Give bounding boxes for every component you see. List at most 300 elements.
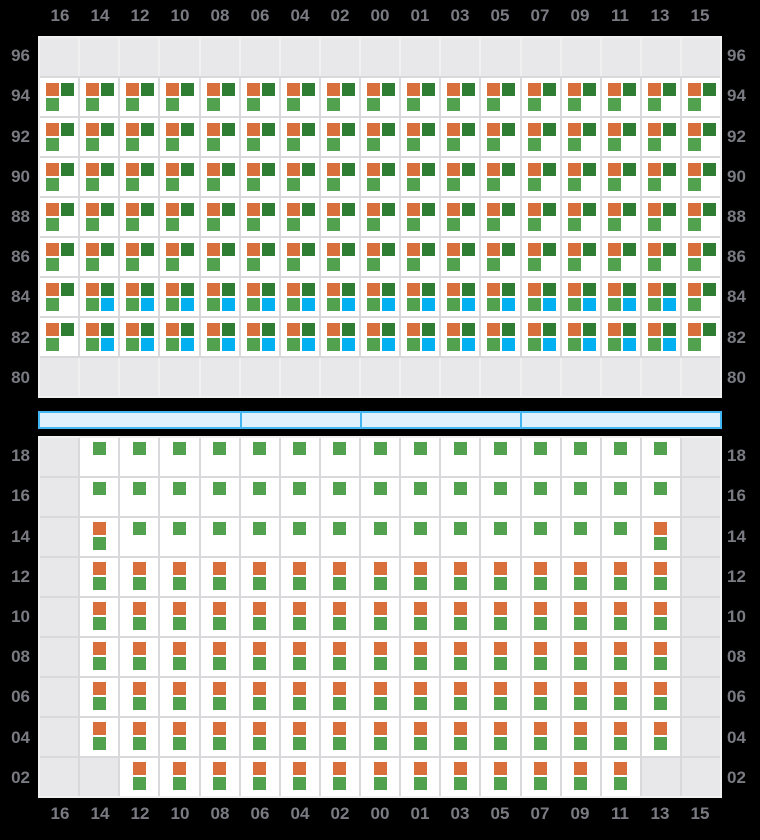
schedule-cell[interactable] [481, 198, 519, 236]
schedule-cell[interactable] [441, 478, 479, 516]
green-indicator-square [608, 298, 621, 311]
empty-grid-cell [361, 358, 399, 396]
schedule-cell[interactable] [160, 238, 198, 276]
schedule-cell[interactable] [80, 238, 118, 276]
schedule-cell[interactable] [361, 558, 399, 596]
schedule-cell[interactable] [40, 238, 78, 276]
schedule-cell[interactable] [40, 278, 78, 316]
schedule-cell[interactable] [361, 438, 399, 476]
schedule-cell[interactable] [321, 198, 359, 236]
schedule-cell[interactable] [562, 558, 600, 596]
schedule-cell[interactable] [642, 678, 680, 716]
schedule-cell[interactable] [481, 718, 519, 756]
schedule-cell[interactable] [602, 718, 640, 756]
schedule-cell[interactable] [120, 78, 158, 116]
schedule-cell[interactable] [682, 118, 720, 156]
schedule-cell[interactable] [602, 518, 640, 556]
hour-label: 13 [650, 6, 670, 25]
schedule-cell[interactable] [120, 758, 158, 796]
schedule-cell[interactable] [120, 518, 158, 556]
indicator-squares [120, 598, 158, 630]
schedule-cell[interactable] [562, 318, 600, 356]
schedule-cell[interactable] [562, 638, 600, 676]
dgreen-indicator-square [382, 123, 395, 136]
indicator-squares [441, 438, 479, 455]
schedule-cell[interactable] [401, 558, 439, 596]
schedule-cell[interactable] [522, 598, 560, 636]
schedule-cell[interactable] [401, 78, 439, 116]
schedule-cell[interactable] [281, 318, 319, 356]
schedule-cell[interactable] [481, 278, 519, 316]
schedule-cell[interactable] [241, 558, 279, 596]
schedule-cell[interactable] [160, 158, 198, 196]
schedule-cell[interactable] [642, 518, 680, 556]
schedule-cell[interactable] [481, 758, 519, 796]
schedule-cell[interactable] [401, 718, 439, 756]
schedule-cell[interactable] [562, 518, 600, 556]
schedule-cell[interactable] [160, 758, 198, 796]
scrollbar-segment[interactable] [240, 413, 360, 427]
schedule-cell[interactable] [361, 158, 399, 196]
schedule-cell[interactable] [201, 758, 239, 796]
schedule-cell[interactable] [120, 558, 158, 596]
schedule-cell[interactable] [80, 118, 118, 156]
schedule-cell[interactable] [321, 558, 359, 596]
schedule-cell[interactable] [201, 558, 239, 596]
schedule-cell[interactable] [160, 438, 198, 476]
schedule-cell[interactable] [281, 118, 319, 156]
schedule-cell[interactable] [361, 478, 399, 516]
indicator-squares [602, 638, 640, 670]
orange-indicator-square [166, 163, 179, 176]
schedule-cell[interactable] [120, 198, 158, 236]
orange-indicator-square [407, 163, 420, 176]
schedule-cell[interactable] [401, 758, 439, 796]
schedule-cell[interactable] [642, 638, 680, 676]
schedule-cell[interactable] [201, 238, 239, 276]
schedule-cell[interactable] [441, 118, 479, 156]
schedule-cell[interactable] [642, 118, 680, 156]
schedule-cell[interactable] [522, 558, 560, 596]
schedule-cell[interactable] [602, 118, 640, 156]
orange-indicator-square [86, 163, 99, 176]
green-indicator-square [126, 218, 139, 231]
schedule-cell[interactable] [281, 158, 319, 196]
schedule-cell[interactable] [481, 78, 519, 116]
schedule-cell[interactable] [642, 478, 680, 516]
schedule-cell[interactable] [281, 718, 319, 756]
schedule-cell[interactable] [80, 638, 118, 676]
orange-indicator-square [447, 83, 460, 96]
indicator-squares [80, 678, 118, 710]
schedule-cell[interactable] [441, 638, 479, 676]
schedule-cell[interactable] [241, 478, 279, 516]
schedule-cell[interactable] [120, 238, 158, 276]
schedule-cell[interactable] [80, 678, 118, 716]
hour-label: 03 [450, 804, 470, 823]
schedule-cell[interactable] [201, 438, 239, 476]
schedule-cell[interactable] [40, 118, 78, 156]
schedule-cell[interactable] [160, 718, 198, 756]
schedule-cell[interactable] [281, 478, 319, 516]
green-indicator-square [287, 258, 300, 271]
schedule-cell[interactable] [160, 638, 198, 676]
schedule-cell[interactable] [281, 598, 319, 636]
schedule-cell[interactable] [321, 518, 359, 556]
schedule-cell[interactable] [682, 278, 720, 316]
schedule-cell[interactable] [602, 198, 640, 236]
schedule-cell[interactable] [241, 718, 279, 756]
dgreen-indicator-square [342, 243, 355, 256]
green-indicator-square [574, 522, 587, 535]
schedule-cell[interactable] [361, 78, 399, 116]
hour-label: 15 [690, 804, 710, 823]
schedule-cell[interactable] [642, 438, 680, 476]
schedule-cell[interactable] [201, 518, 239, 556]
indicator-squares [481, 598, 519, 630]
empty-grid-cell [522, 38, 560, 76]
schedule-cell[interactable] [80, 278, 118, 316]
schedule-cell[interactable] [201, 718, 239, 756]
schedule-cell[interactable] [241, 518, 279, 556]
schedule-cell[interactable] [160, 118, 198, 156]
schedule-cell[interactable] [522, 238, 560, 276]
dgreen-indicator-square [502, 283, 515, 296]
schedule-cell[interactable] [441, 518, 479, 556]
schedule-cell[interactable] [361, 238, 399, 276]
schedule-cell[interactable] [361, 638, 399, 676]
empty-grid-cell [40, 758, 78, 796]
schedule-cell[interactable] [80, 518, 118, 556]
schedule-cell[interactable] [481, 518, 519, 556]
schedule-cell[interactable] [441, 198, 479, 236]
empty-grid-cell [522, 358, 560, 396]
schedule-cell[interactable] [201, 78, 239, 116]
schedule-cell[interactable] [241, 78, 279, 116]
schedule-cell[interactable] [241, 438, 279, 476]
schedule-cell[interactable] [642, 598, 680, 636]
schedule-cell[interactable] [401, 198, 439, 236]
schedule-cell[interactable] [481, 318, 519, 356]
schedule-cell[interactable] [201, 318, 239, 356]
schedule-cell[interactable] [281, 78, 319, 116]
schedule-cell[interactable] [602, 278, 640, 316]
schedule-cell[interactable] [682, 318, 720, 356]
schedule-cell[interactable] [241, 758, 279, 796]
scrollbar-segment[interactable] [360, 413, 520, 427]
schedule-cell[interactable] [241, 198, 279, 236]
schedule-cell[interactable] [562, 158, 600, 196]
schedule-cell[interactable] [281, 438, 319, 476]
schedule-cell[interactable] [522, 678, 560, 716]
orange-indicator-square [608, 203, 621, 216]
schedule-cell[interactable] [522, 78, 560, 116]
scrollbar-segment[interactable] [520, 413, 720, 427]
schedule-cell[interactable] [401, 318, 439, 356]
schedule-cell[interactable] [241, 118, 279, 156]
schedule-cell[interactable] [562, 598, 600, 636]
schedule-cell[interactable] [321, 478, 359, 516]
schedule-cell[interactable] [602, 158, 640, 196]
schedule-cell[interactable] [361, 598, 399, 636]
schedule-cell[interactable] [401, 678, 439, 716]
schedule-cell[interactable] [201, 638, 239, 676]
schedule-cell[interactable] [481, 558, 519, 596]
range-scrollbar[interactable] [38, 411, 722, 429]
schedule-cell[interactable] [80, 318, 118, 356]
schedule-cell[interactable] [321, 118, 359, 156]
schedule-cell[interactable] [281, 678, 319, 716]
schedule-cell[interactable] [120, 278, 158, 316]
schedule-cell[interactable] [642, 78, 680, 116]
schedule-cell[interactable] [401, 278, 439, 316]
schedule-cell[interactable] [401, 598, 439, 636]
schedule-cell[interactable] [361, 678, 399, 716]
schedule-cell[interactable] [481, 158, 519, 196]
schedule-cell[interactable] [602, 558, 640, 596]
schedule-cell[interactable] [441, 278, 479, 316]
schedule-cell[interactable] [160, 278, 198, 316]
schedule-cell[interactable] [241, 278, 279, 316]
orange-indicator-square [614, 762, 627, 775]
schedule-cell[interactable] [562, 438, 600, 476]
schedule-cell[interactable] [522, 478, 560, 516]
schedule-cell[interactable] [562, 118, 600, 156]
schedule-cell[interactable] [361, 518, 399, 556]
schedule-cell[interactable] [281, 518, 319, 556]
schedule-cell[interactable] [120, 678, 158, 716]
green-indicator-square [608, 338, 621, 351]
schedule-cell[interactable] [160, 598, 198, 636]
schedule-cell[interactable] [602, 758, 640, 796]
indicator-squares [522, 158, 560, 191]
schedule-cell[interactable] [160, 198, 198, 236]
schedule-cell[interactable] [80, 438, 118, 476]
schedule-cell[interactable] [80, 598, 118, 636]
schedule-cell[interactable] [201, 598, 239, 636]
schedule-cell[interactable] [361, 198, 399, 236]
schedule-cell[interactable] [80, 718, 118, 756]
schedule-cell[interactable] [160, 78, 198, 116]
schedule-cell[interactable] [401, 638, 439, 676]
schedule-cell[interactable] [522, 198, 560, 236]
schedule-cell[interactable] [602, 478, 640, 516]
empty-grid-cell [241, 358, 279, 396]
dgreen-indicator-square [262, 283, 275, 296]
schedule-cell[interactable] [441, 78, 479, 116]
schedule-cell[interactable] [201, 198, 239, 236]
hour-label: 10 [170, 804, 190, 823]
schedule-cell[interactable] [441, 718, 479, 756]
schedule-cell[interactable] [361, 718, 399, 756]
schedule-cell[interactable] [481, 238, 519, 276]
green-indicator-square [614, 657, 627, 670]
schedule-cell[interactable] [682, 198, 720, 236]
hour-label: 10 [170, 6, 190, 25]
schedule-cell[interactable] [361, 278, 399, 316]
schedule-cell[interactable] [602, 78, 640, 116]
schedule-cell[interactable] [401, 118, 439, 156]
schedule-cell[interactable] [321, 238, 359, 276]
schedule-cell[interactable] [401, 438, 439, 476]
schedule-cell[interactable] [160, 678, 198, 716]
schedule-cell[interactable] [441, 318, 479, 356]
schedule-cell[interactable] [441, 438, 479, 476]
schedule-cell[interactable] [602, 638, 640, 676]
schedule-cell[interactable] [241, 678, 279, 716]
schedule-cell[interactable] [321, 758, 359, 796]
schedule-cell[interactable] [241, 158, 279, 196]
schedule-cell[interactable] [522, 118, 560, 156]
indicator-squares [160, 278, 198, 311]
schedule-cell[interactable] [361, 318, 399, 356]
schedule-cell[interactable] [642, 318, 680, 356]
schedule-cell[interactable] [201, 118, 239, 156]
schedule-cell[interactable] [441, 158, 479, 196]
schedule-cell[interactable] [40, 318, 78, 356]
schedule-cell[interactable] [40, 158, 78, 196]
schedule-cell[interactable] [602, 678, 640, 716]
schedule-cell[interactable] [562, 678, 600, 716]
schedule-cell[interactable] [281, 198, 319, 236]
schedule-cell[interactable] [642, 558, 680, 596]
schedule-cell[interactable] [321, 598, 359, 636]
schedule-cell[interactable] [481, 638, 519, 676]
schedule-cell[interactable] [522, 438, 560, 476]
schedule-cell[interactable] [281, 558, 319, 596]
schedule-cell[interactable] [401, 238, 439, 276]
empty-grid-cell [40, 518, 78, 556]
schedule-cell[interactable] [80, 78, 118, 116]
schedule-cell[interactable] [481, 598, 519, 636]
schedule-cell[interactable] [642, 718, 680, 756]
schedule-cell[interactable] [682, 78, 720, 116]
schedule-cell[interactable] [562, 198, 600, 236]
schedule-cell[interactable] [241, 638, 279, 676]
schedule-cell[interactable] [522, 638, 560, 676]
orange-indicator-square [487, 83, 500, 96]
schedule-cell[interactable] [602, 318, 640, 356]
schedule-cell[interactable] [281, 758, 319, 796]
green-indicator-square [367, 98, 380, 111]
schedule-cell[interactable] [321, 158, 359, 196]
schedule-cell[interactable] [281, 238, 319, 276]
scrollbar-segment[interactable] [40, 413, 240, 427]
schedule-cell[interactable] [201, 158, 239, 196]
orange-indicator-square [374, 642, 387, 655]
schedule-cell[interactable] [441, 598, 479, 636]
schedule-cell[interactable] [321, 78, 359, 116]
schedule-cell[interactable] [441, 238, 479, 276]
schedule-cell[interactable] [522, 278, 560, 316]
schedule-cell[interactable] [562, 478, 600, 516]
schedule-cell[interactable] [80, 558, 118, 596]
schedule-cell[interactable] [201, 478, 239, 516]
schedule-cell[interactable] [361, 118, 399, 156]
schedule-cell[interactable] [522, 318, 560, 356]
schedule-cell[interactable] [562, 718, 600, 756]
schedule-cell[interactable] [120, 438, 158, 476]
schedule-cell[interactable] [642, 238, 680, 276]
schedule-cell[interactable] [481, 678, 519, 716]
schedule-cell[interactable] [441, 758, 479, 796]
schedule-cell[interactable] [602, 238, 640, 276]
schedule-cell[interactable] [642, 278, 680, 316]
schedule-cell[interactable] [80, 158, 118, 196]
schedule-cell[interactable] [241, 238, 279, 276]
schedule-cell[interactable] [562, 278, 600, 316]
schedule-cell[interactable] [602, 598, 640, 636]
schedule-cell[interactable] [642, 198, 680, 236]
schedule-cell[interactable] [321, 438, 359, 476]
schedule-cell[interactable] [80, 198, 118, 236]
schedule-cell[interactable] [120, 718, 158, 756]
schedule-cell[interactable] [120, 318, 158, 356]
schedule-cell[interactable] [160, 558, 198, 596]
schedule-cell[interactable] [281, 278, 319, 316]
schedule-cell[interactable] [201, 278, 239, 316]
schedule-cell[interactable] [120, 598, 158, 636]
schedule-cell[interactable] [321, 278, 359, 316]
schedule-cell[interactable] [401, 158, 439, 196]
schedule-cell[interactable] [241, 598, 279, 636]
schedule-cell[interactable] [201, 678, 239, 716]
schedule-cell[interactable] [120, 638, 158, 676]
schedule-cell[interactable] [522, 158, 560, 196]
schedule-cell[interactable] [682, 158, 720, 196]
schedule-cell[interactable] [241, 318, 279, 356]
schedule-cell[interactable] [281, 638, 319, 676]
blue-indicator-square [141, 298, 154, 311]
schedule-cell[interactable] [321, 318, 359, 356]
schedule-cell[interactable] [321, 678, 359, 716]
grid-row [40, 678, 720, 716]
schedule-cell[interactable] [160, 478, 198, 516]
schedule-cell[interactable] [120, 118, 158, 156]
schedule-cell[interactable] [160, 518, 198, 556]
schedule-cell[interactable] [401, 478, 439, 516]
schedule-cell[interactable] [642, 158, 680, 196]
schedule-cell[interactable] [522, 718, 560, 756]
schedule-cell[interactable] [321, 638, 359, 676]
schedule-cell[interactable] [682, 238, 720, 276]
green-indicator-square [608, 178, 621, 191]
schedule-cell[interactable] [80, 478, 118, 516]
schedule-cell[interactable] [602, 438, 640, 476]
schedule-cell[interactable] [481, 478, 519, 516]
schedule-cell[interactable] [441, 678, 479, 716]
schedule-cell[interactable] [522, 518, 560, 556]
schedule-cell[interactable] [562, 78, 600, 116]
schedule-cell[interactable] [321, 718, 359, 756]
schedule-cell[interactable] [562, 758, 600, 796]
schedule-cell[interactable] [40, 198, 78, 236]
blue-indicator-square [382, 298, 395, 311]
schedule-cell[interactable] [401, 518, 439, 556]
schedule-cell[interactable] [441, 558, 479, 596]
schedule-cell[interactable] [522, 758, 560, 796]
schedule-cell[interactable] [361, 758, 399, 796]
schedule-cell[interactable] [40, 78, 78, 116]
row-label: 08 [727, 647, 746, 667]
schedule-cell[interactable] [120, 158, 158, 196]
schedule-cell[interactable] [562, 238, 600, 276]
schedule-cell[interactable] [160, 318, 198, 356]
schedule-cell[interactable] [120, 478, 158, 516]
schedule-cell[interactable] [481, 438, 519, 476]
schedule-cell[interactable] [481, 118, 519, 156]
indicator-squares [160, 438, 198, 455]
